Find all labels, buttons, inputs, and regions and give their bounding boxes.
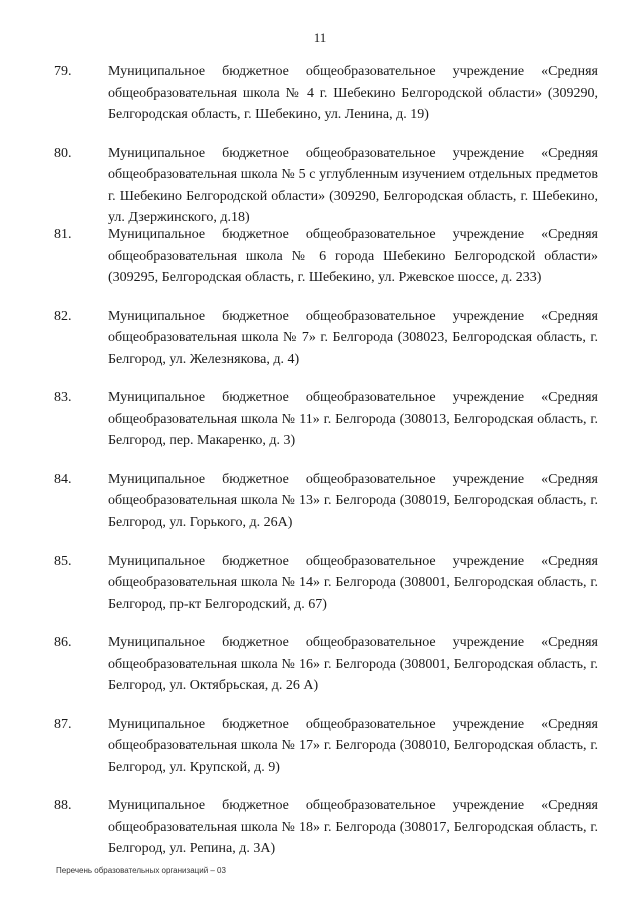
- list-item: [0, 306, 640, 388]
- entry-number: 81.: [54, 227, 72, 243]
- list-item: [0, 551, 640, 633]
- entry-text: Муниципальное бюджетное общеобразовательное учреждение «Средняя общеобразовательная школа № 11» г. Белгорода (308013, Белгородская область, г. Белгород, пер. Макаренко, д. 3): [108, 390, 598, 449]
- list-item: [0, 387, 640, 469]
- entry-list: [0, 61, 640, 877]
- list-item: [0, 632, 640, 714]
- list-item: [0, 469, 640, 551]
- list-item: [0, 61, 640, 143]
- list-item: [0, 143, 640, 225]
- entry-text: Муниципальное бюджетное общеобразовательное учреждение «Средняя общеобразовательная школа № 4 г. Шебекино Белгородской области» (309290, Белгородская область, г. Шебекино, ул. Ленина, д. 19): [108, 64, 598, 122]
- entry-text: Муниципальное бюджетное общеобразовательное учреждение «Средняя общеобразовательная школа № 16» г. Белгорода (308001, Белгородская область, г. Белгород, ул. Октябрьская, д. 26 А): [108, 635, 598, 694]
- entry-number: 87.: [54, 716, 72, 732]
- list-item: [0, 795, 640, 877]
- entry-number: 86.: [54, 635, 72, 651]
- entry-number: 82.: [54, 308, 72, 324]
- document-footer: Перечень образовательных организаций – 03: [56, 866, 226, 875]
- entry-text: Муниципальное бюджетное общеобразовательное учреждение «Средняя общеобразовательная школа № 17» г. Белгорода (308010, Белгородская область, г. Белгород, ул. Крупской, д. 9): [108, 716, 598, 775]
- entry-text: Муниципальное бюджетное общеобразовательное учреждение «Средняя общеобразовательная школа № 14» г. Белгорода (308001, Белгородская область, г. Белгород, пр-кт Белгородский, д. 67): [108, 553, 598, 612]
- entry-text: Муниципальное бюджетное общеобразовательное учреждение «Средняя общеобразовательная школа № 6 города Шебекино Белгородской области» (309295, Белгородская область, г. Шебекино, ул. Ржевское шоссе, д. 233): [108, 227, 598, 286]
- list-item: [0, 714, 640, 796]
- entry-number: 79.: [54, 64, 72, 79]
- entry-text: Муниципальное бюджетное общеобразовательное учреждение «Средняя общеобразовательная школа № 5 с углубленным изучением отдельных предметов г. Шебекино Белгородской области» (309290, Белгородская область, г. Шебекино, ул. Дзержинского, д.18): [108, 145, 598, 226]
- entry-number: 88.: [54, 798, 72, 814]
- entry-number: 80.: [54, 145, 72, 161]
- entry-text: Муниципальное бюджетное общеобразовательное учреждение «Средняя общеобразовательная школа № 18» г. Белгорода (308017, Белгородская область, г. Белгород, ул. Репина, д. 3А): [108, 798, 598, 857]
- entry-text: Муниципальное бюджетное общеобразовательное учреждение «Средняя общеобразовательная школа № 13» г. Белгорода (308019, Белгородская область, г. Белгород, ул. Горького, д. 26А): [108, 471, 598, 530]
- entry-number: 85.: [54, 553, 72, 569]
- entry-number: 84.: [54, 471, 72, 487]
- entry-text: Муниципальное бюджетное общеобразовательное учреждение «Средняя общеобразовательная школа № 7» г. Белгорода (308023, Белгородская область, г. Белгород, ул. Железнякова, д. 4): [108, 308, 598, 367]
- entry-number: 83.: [54, 390, 72, 406]
- page-number: 11: [313, 30, 327, 45]
- list-item: [0, 224, 640, 306]
